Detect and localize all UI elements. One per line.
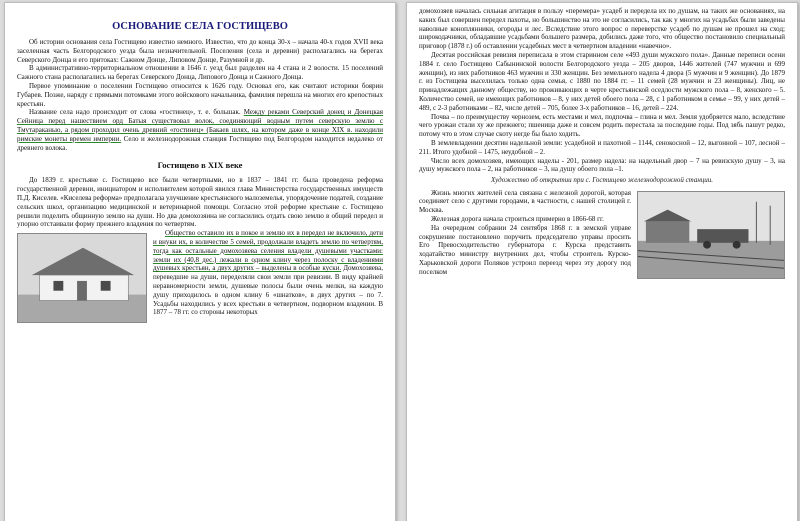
paragraph-railway-start: Железная дорога начала строиться примерно в 1866-68 гг. (431, 214, 604, 223)
paragraph-first-mention: Первое упоминание о поселении Гостищево относится к 1626 году. Основал его, как считают историки боярин Губарев. Позже, наряду с прямыми потомками этого войскового начальника, фамилия перешла на многих его крепостных крестьян. (17, 81, 383, 108)
highlighted-passage-community: Общество оставило их в покое и землю их в передел не включило, дети и внуки их, в количестве 5 семей, продолжали владеть землю по четвертям, тогда как остальные домохозяева селения владели душевыми участками: земли их (40,8 дес.) лежали в одном клину через полоску с владениями душевых крестьян, а двух других – выделены в особые куски. (153, 229, 383, 273)
paragraph-zemstvo-meeting: На очередном собрании 24 сентября 1868 г. в земской управе сокрушение постановлено поручить председателю управы просить Его Превосходительство губернатора г. Курска представить ходатайство министру внутренних дел, чтобы строитель Курско-Харьковской дороги Поляков устроил переезд через эту дорогу под поселком (419, 223, 631, 276)
railway-station-photo (637, 191, 785, 279)
photo-caption: Художество об открытии при с. Гостищево железнодорожной станции. (490, 176, 714, 185)
section-heading-19th-century: Гостищево в XIX веке (157, 160, 243, 171)
highlighted-passage-volok: Между реками Северский донец и Донецкая Сейница перед нашествием орд Батыя существовал волок, соединяющий водным путем северскую землю с Тмутараканью, а рядом проходил очень древний «гостинец» (Бакаев шлях, на котором даже в конце XIX в. находили римские монеты времен империи. (17, 108, 383, 143)
document-page-left (4, 2, 396, 521)
paragraph-community-rest: Домохозяева, переведшие на души, переделяли свои земли при ревизии. В виду крайней неравномерности земли, душевые полосы были очень мелки, на каждую душу приходилось в одном клину 6 «шнатков», в двух других – по 7. Усадьбы находились у всех крестьян в четвертном, подворном владении. В 1877 – 78 гг. со стороны некоторых (153, 264, 383, 317)
paragraph-origin: Об истории основания села Гостищево известно немного. Известно, что до конца 30-х – начала 40-х годов XVII века заселенная часть Белгородского уезда была незначительной. Поселения (села и деревни) располагались на берегах Северского Донца и его притоках: Сажном Донце, Липовом Донце, Разумной и др. (17, 38, 383, 64)
paragraph-name-origin-intro: Название села надо происходит от слова «гостинец», т. е. большак. (29, 108, 244, 117)
document-page-right (406, 2, 798, 521)
paragraph-railway-life: Жизнь многих жителей села связана с железной дорогой, которая соединяет село с другими городами, в частности, с нашей столицей г. Москва. (419, 188, 631, 215)
paragraph-name-origin (17, 108, 383, 152)
paragraph-name-origin-end: Село и железнодорожная станция Гостищево под Белгородом находится недалеко от древнего волока. (17, 134, 383, 152)
paragraph-land-holdings: В землевладении десятин надельной земли: усадебной и пахотной – 1144, сенокосной – 12, выгонной – 107, лесной – 211. Итого удобной – 1475, неудобной – 2. (419, 138, 785, 156)
paragraph-census: Десятая российская ревизия переписала в этом старинном селе «493 души мужского пола». Данные переписи осени 1884 г. село Гостищево Сабынинской волости Белгородского уезда – 205 дворов, 1446 жителей (747 мужчин и 699 женщин), из них работников 463 мужчин и 330 женщин. Без земельного надела 4 двора (5 мужчин и 9 женщин). До 1879 г. из Гостищева выселилась только одна семья, с 1880 по 1884 гг. – 11 семей (28 мужчин и 23 женщины). Лиц, не принадлежащих данному обществу, но проживающих в черте крестьянской оседлости мужского пола – 8, женского – 5. Количество семей, не имеющих работников – 8, у них детей обоего пола – 28, с 1 работником в семье – 99, у них детей – 489, с 2-3 работниками – 82, числе детей – 705, более 3-х работников – 16, детей – 224. (419, 50, 785, 112)
paragraph-soil: Почва – по преимуществу чернозем, есть местами и мел, подпочва – глина и мел. Земля удобряется мало, вследствие чего урожаи стали ху же прежнего; пшеница даже и совсем родить перестала за последние годы. Под зябь пашут редко, потому что в этом случае скоту негде бы было ходить. (419, 112, 785, 139)
paragraph-households: Число всех домохозяев, имеющих наделы - 201, размер надела: на надельный двор – 7 на ревизскую душу – 3, на душу мужского пола – 2, на работников – 3, на душу обоего пола –1. (419, 156, 785, 174)
paragraph-reform: До 1839 г. крестьяне с. Гостищево все были четвертными, но в 1837 – 1841 гг. была проведена реформа государственной деревни, инициатором и исполнителем которой явился глава Министерства государственных имуществ П.Д. Киселев. «Киселева реформа» предполагала улучшение крестьянского малоземелья, упорядочение податей, создание сельских школ, организацию медицинской и ветеринарной помощи. Согласно этой реформе крестьяне с. Гостищево решили поделить общинную землю на души. Но два домохозяина не согласились отдать свою землю в общий передел и упорно отстаивали форму прежнего владения по четвертям. (17, 176, 383, 229)
village-house-photo (17, 233, 147, 323)
page-title: ОСНОВАНИЕ СЕЛА ГОСТИЩЕВО (112, 21, 288, 32)
paragraph-reallocation: домохозяев началась сильная агитация в пользу «перемера» усадеб и передела их по душам, на таких же основаниях, на каких был совершен передел пахоты, но большинство на это не согласились, так как у многих на усадьбах были заведены наволные коноплянники, огороды и лес. Вследствие этого вопрос о переверстке усадеб по душам не прошел на сход; широкодачники, обладавшие усадьбами большего размера, добились даже того, что общество постановило специальный приговор (1878 г.) об оставлении усадебных мест в четвертном владении «навечно». (419, 7, 785, 51)
paragraph-administrative: В административно-территориальном отношении в 1646 г. уезд был разделен на 4 стана и 2 волости. 15 поселений Сажного стана располагались на берегах Северского Донца, Липового Донца и Сажного Донца. (17, 64, 383, 82)
